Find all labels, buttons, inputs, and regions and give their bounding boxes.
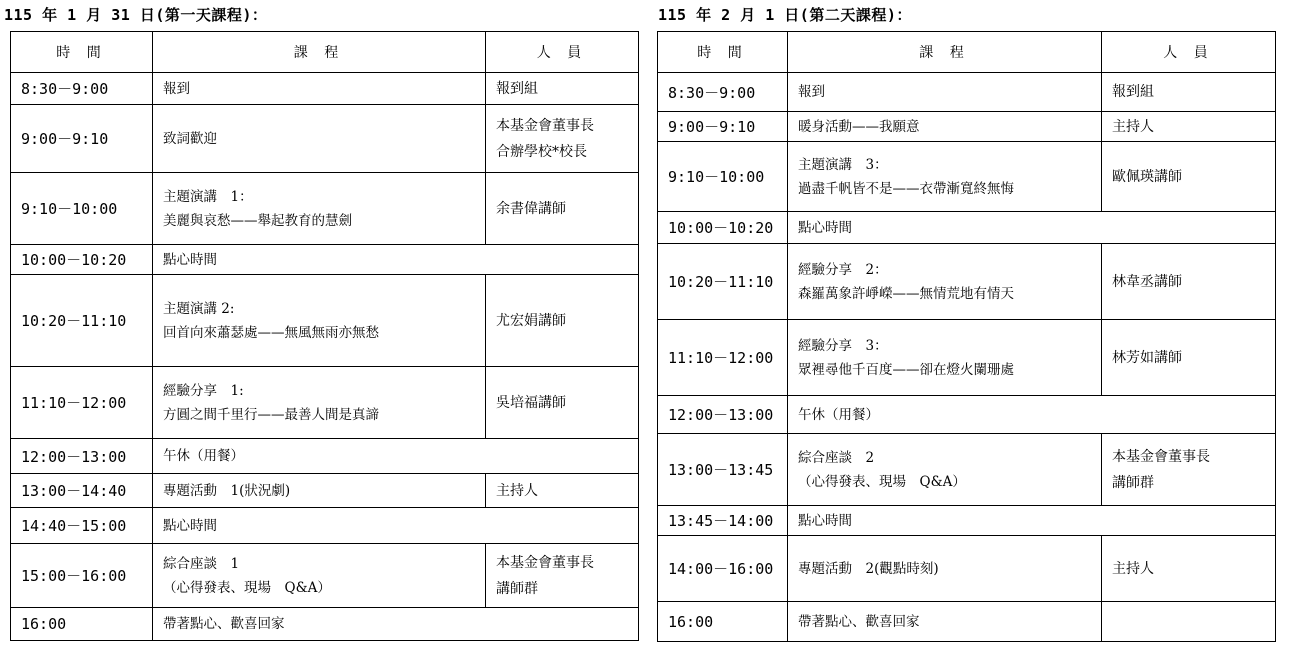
time-cell: 9:00－9:10 (658, 112, 788, 142)
schedule-row (11, 367, 639, 439)
staff-line: 合辦學校*校長 (496, 143, 587, 160)
time-cell: 15:00－16:00 (11, 544, 153, 608)
staff-line: 講師群 (496, 580, 538, 597)
time-cell: 10:00－10:20 (11, 245, 153, 275)
course-line: 暖身活動——我願意 (798, 118, 920, 135)
staff-line: 本基金會董事長 (496, 554, 594, 571)
schedule-row (658, 396, 1276, 434)
course-cell (788, 73, 1102, 112)
course-line: 點心時間 (798, 512, 852, 529)
course-line: 報到 (798, 84, 825, 100)
course-line: 專題活動 1(狀況劇) (163, 482, 291, 499)
time-cell: 10:20－11:10 (658, 244, 788, 320)
staff-cell (486, 275, 639, 367)
staff-line: 余書偉講師 (496, 200, 566, 217)
course-cell (153, 173, 486, 245)
course-cell (153, 544, 486, 608)
time-cell: 16:00 (658, 602, 788, 642)
time-cell: 12:00－13:00 (11, 439, 153, 474)
course-line: 點心時間 (163, 517, 217, 534)
schedule-row (658, 112, 1276, 142)
course-line: 點心時間 (798, 219, 852, 236)
staff-line: 歐佩瑛講師 (1112, 168, 1182, 185)
staff-cell (1102, 320, 1276, 396)
course-cell (788, 320, 1102, 396)
time-cell: 10:20－11:10 (11, 275, 153, 367)
schedule-row (11, 173, 639, 245)
staff-line: 報到組 (1112, 84, 1154, 100)
course-cell (153, 508, 639, 544)
course-line: 森羅萬象許崢嶸——無情荒地有情天 (798, 285, 1014, 302)
course-line: （心得發表、現場 Q&A） (163, 579, 331, 596)
staff-line: 林韋丞講師 (1112, 273, 1182, 290)
schedule-row (11, 474, 639, 508)
schedule-row (658, 142, 1276, 212)
staff-line: 本基金會董事長 (1112, 448, 1210, 465)
course-line: 主題演講 2: (163, 300, 235, 317)
course-cell (788, 142, 1102, 212)
course-line: 點心時間 (163, 251, 217, 268)
time-cell: 9:10－10:00 (11, 173, 153, 245)
staff-cell (486, 173, 639, 245)
time-cell: 11:10－12:00 (11, 367, 153, 439)
course-cell (153, 608, 639, 641)
course-line: 午休（用餐） (163, 448, 244, 464)
day1-title: 115 年 1 月 31 日(第一天課程)： (4, 6, 268, 24)
schedule-row (658, 434, 1276, 506)
staff-cell (486, 544, 639, 608)
course-cell (788, 602, 1102, 642)
course-cell (788, 536, 1102, 602)
schedule-row (11, 439, 639, 474)
staff-line: 吳培福講師 (496, 394, 566, 411)
course-cell (153, 245, 639, 275)
course-line: 美麗與哀愁——舉起教育的慧劍 (163, 212, 352, 229)
course-cell (153, 105, 486, 173)
schedule-row (658, 212, 1276, 244)
course-line: 眾裡尋他千百度——卻在燈火闌珊處 (798, 361, 1014, 378)
course-line: 回首向來蕭瑟處——無風無雨亦無愁 (163, 324, 379, 341)
course-cell (788, 434, 1102, 506)
course-line: 專題活動 2(觀點時刻) (798, 560, 939, 577)
staff-cell (1102, 244, 1276, 320)
time-cell: 14:40－15:00 (11, 508, 153, 544)
course-line: 過盡千帆皆不是——衣帶漸寬終無悔 (798, 180, 1014, 197)
course-cell (153, 73, 486, 105)
header-staff: 人 員 (486, 32, 639, 73)
day2-schedule-table (657, 31, 1276, 642)
schedule-row (658, 506, 1276, 536)
staff-line: 主持人 (1112, 118, 1154, 135)
staff-line: 主持人 (496, 482, 538, 499)
staff-cell (1102, 536, 1276, 602)
course-cell (788, 112, 1102, 142)
schedule-row (658, 536, 1276, 602)
staff-cell (486, 474, 639, 508)
course-cell (788, 506, 1276, 536)
schedule-row (658, 320, 1276, 396)
course-cell (788, 212, 1276, 244)
time-cell: 8:30－9:00 (11, 73, 153, 105)
course-line: 帶著點心、歡喜回家 (798, 613, 920, 630)
time-cell: 13:45－14:00 (658, 506, 788, 536)
staff-cell (1102, 434, 1276, 506)
course-line: 方圓之間千里行——最善人間是真諦 (163, 406, 379, 423)
staff-cell (1102, 602, 1276, 642)
staff-line: 本基金會董事長 (496, 117, 594, 134)
staff-cell (1102, 142, 1276, 212)
course-line: 主題演講 3： (798, 156, 888, 173)
course-cell (153, 275, 486, 367)
schedule-row (11, 508, 639, 544)
staff-line: 講師群 (1112, 474, 1154, 491)
course-cell (788, 396, 1276, 434)
header-time: 時 間 (658, 32, 788, 73)
course-cell (153, 474, 486, 508)
course-line: 經驗分享 3： (798, 337, 888, 354)
header-row (11, 32, 639, 73)
staff-line: 主持人 (1112, 560, 1154, 577)
staff-line: 報到組 (496, 80, 538, 97)
header-row (658, 32, 1276, 73)
time-cell: 10:00－10:20 (658, 212, 788, 244)
schedule-row (11, 245, 639, 275)
course-line: 經驗分享 2： (798, 261, 888, 278)
course-line: 綜合座談 2 (798, 449, 875, 466)
day1-schedule-table (10, 31, 639, 641)
staff-line: 尤宏娟講師 (496, 312, 566, 329)
time-cell: 16:00 (11, 608, 153, 641)
day2-title: 115 年 2 月 1 日(第二天課程)： (658, 6, 912, 24)
time-cell: 8:30－9:00 (658, 73, 788, 112)
course-line: 帶著點心、歡喜回家 (163, 616, 285, 632)
course-line: 經驗分享 1: (163, 382, 244, 399)
course-line: 午休（用餐） (798, 406, 879, 423)
schedule-row (11, 105, 639, 173)
schedule-row (658, 73, 1276, 112)
staff-cell (486, 73, 639, 105)
header-course: 課 程 (788, 32, 1102, 73)
course-line: 致詞歡迎 (163, 130, 217, 147)
staff-cell (486, 105, 639, 173)
schedule-row (658, 244, 1276, 320)
schedule-row (658, 602, 1276, 642)
time-cell: 13:00－14:40 (11, 474, 153, 508)
header-staff: 人 員 (1102, 32, 1276, 73)
course-line: （心得發表、現場 Q&A） (798, 473, 966, 490)
time-cell: 13:00－13:45 (658, 434, 788, 506)
time-cell: 11:10－12:00 (658, 320, 788, 396)
schedule-row (11, 275, 639, 367)
course-cell (153, 367, 486, 439)
time-cell: 9:00－9:10 (11, 105, 153, 173)
course-line: 報到 (163, 80, 190, 97)
time-cell: 12:00－13:00 (658, 396, 788, 434)
course-line: 綜合座談 1 (163, 555, 240, 572)
course-cell (788, 244, 1102, 320)
course-line: 主題演講 1： (163, 188, 253, 205)
header-course: 課 程 (153, 32, 486, 73)
schedule-row (11, 544, 639, 608)
schedule-row (11, 608, 639, 641)
staff-cell (486, 367, 639, 439)
header-time: 時 間 (11, 32, 153, 73)
schedule-row (11, 73, 639, 105)
time-cell: 9:10－10:00 (658, 142, 788, 212)
staff-line: 林芳如講師 (1112, 349, 1182, 366)
staff-cell (1102, 73, 1276, 112)
course-cell (153, 439, 639, 474)
time-cell: 14:00－16:00 (658, 536, 788, 602)
staff-cell (1102, 112, 1276, 142)
